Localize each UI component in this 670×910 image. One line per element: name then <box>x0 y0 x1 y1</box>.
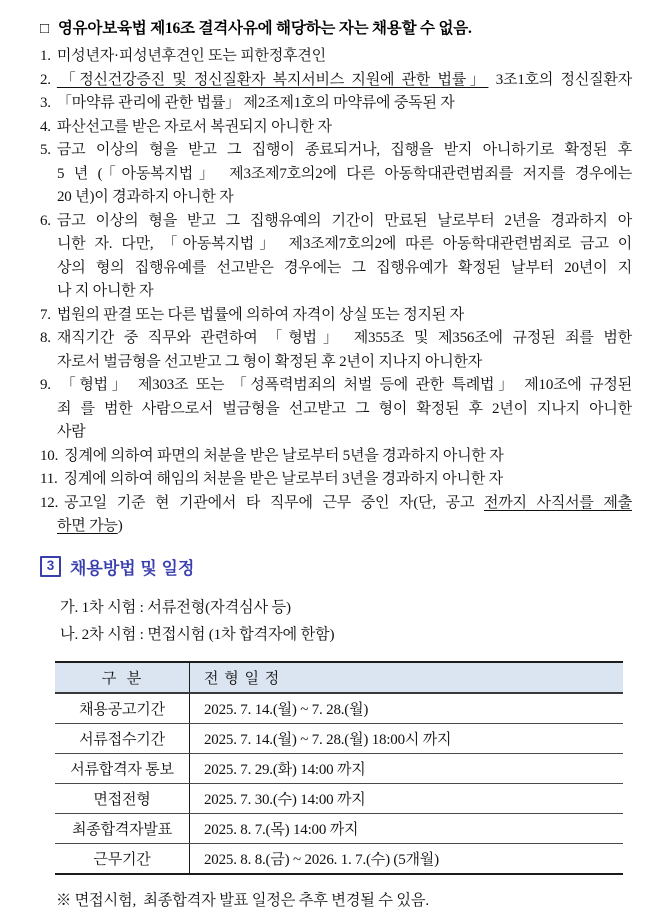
table-row <box>55 723 623 753</box>
underlined-text: 전까지 사직서를 제출 <box>483 494 632 511</box>
exam-method-second: 나. 2차 시험 : 면접시험 (1차 합격자에 한함) <box>60 626 335 643</box>
text-segment: 금고 이상의 형을 받고 그 집행유예의 기간이 만료된 날로부터 2년을 경과하지 아 <box>56 212 632 229</box>
schedule-table <box>55 661 623 875</box>
checkbox-icon: □ <box>40 21 49 37</box>
disqualification-item-line <box>40 492 632 516</box>
disqualification-item-line <box>40 163 632 187</box>
row-label-cell: 면접전형 <box>55 783 190 813</box>
disqualification-list <box>40 45 632 539</box>
disqualification-section <box>40 16 632 539</box>
disqualification-item-line <box>40 304 632 328</box>
text-segment: 재직기간 중 직무와 관련하여 「형법」 제355조 및 제356조에 규정된 죄를 범한 <box>56 330 632 346</box>
disqualification-item-line <box>40 139 632 163</box>
row-value-cell: 2025. 7. 29.(화) 14:00 까지 <box>190 753 624 783</box>
row-label-cell: 서류접수기간 <box>55 723 190 753</box>
disqualification-item-line <box>40 398 632 422</box>
row-value-cell: 2025. 8. 8.(금) ~ 2026. 1. 7.(수) (5개월) <box>190 843 624 874</box>
text-segment: 3조1호의 정신질환자 <box>488 71 632 88</box>
text-segment: 미성년자·피성년후견인 또는 피한정후견인 <box>56 48 326 64</box>
disqualification-item-line <box>40 116 632 140</box>
text-segment: 금고 이상의 형을 받고 그 집행이 종료되거나, 집행을 받지 아니하기로 확정된 후 <box>56 142 632 158</box>
item-number: 6. <box>40 212 51 229</box>
schedule-heading <box>40 554 632 579</box>
section-number-box: 3 <box>40 556 61 577</box>
schedule-section <box>40 554 632 910</box>
text-segment: 자로서 벌금형을 선고받고 그 형이 확정된 후 2년이 지나지 아니한자 <box>57 353 483 370</box>
disqualification-item-line <box>40 257 632 281</box>
text-segment: 파산선고를 받은 자로서 복권되지 아니한 자 <box>56 118 332 135</box>
exam-methods <box>40 594 632 649</box>
text-segment: 상의 형의 집행유예를 선고받은 경우에는 그 집행유예가 확정된 날부터 20년이 지 <box>57 259 632 276</box>
table-row <box>55 843 623 874</box>
text-segment: 나 지 아니한 자 <box>57 283 154 299</box>
text-segment: 법원의 판결 또는 다른 법률에 의하여 자격이 상실 또는 정지된 자 <box>56 306 464 323</box>
schedule-note: ※ 면접시험, 최종합격자 발표 일정은 추후 변경될 수 있음. <box>56 891 429 909</box>
item-number: 10. <box>40 447 59 464</box>
item-number: 3. <box>40 95 51 111</box>
text-segment: 죄 를 범한 사람으로서 벌금형을 선고받고 그 형이 확정된 후 2년이 지나지 아니한 <box>57 400 632 417</box>
item-number: 11. <box>40 471 58 487</box>
underlined-text: 「정신건강증진 및 정신질환자 복지서비스 지원에 관한 법률」 <box>56 71 489 88</box>
text-segment: 「마약류 관리에 관한 법률」 제2조제1호의 마약류에 중독된 자 <box>56 95 455 111</box>
disqualification-item-line <box>40 468 632 492</box>
disqualification-title: 영유아보육법 제16조 결격사유에 해당하는 자는 채용할 수 없음. <box>57 20 472 37</box>
disqualification-item-line <box>40 280 632 304</box>
table-row <box>55 693 623 724</box>
row-value-cell: 2025. 7. 14.(월) ~ 7. 28.(월) 18:00시 까지 <box>190 723 624 753</box>
disqualification-item-line <box>40 186 632 210</box>
disqualification-item-line <box>40 233 632 257</box>
exam-method-first: 가. 1차 시험 : 서류전형(자격심사 등) <box>60 598 291 616</box>
item-number: 9. <box>40 377 51 393</box>
item-number: 8. <box>40 330 51 346</box>
row-label-cell: 채용공고기간 <box>55 693 190 724</box>
item-number: 12. <box>40 494 59 511</box>
text-segment: 징계에 의하여 파면의 처분을 받은 날로부터 5년을 경과하지 아니한 자 <box>64 447 504 464</box>
text-segment: 징계에 의하여 해임의 처분을 받은 날로부터 3년을 경과하지 아니한 자 <box>63 471 503 487</box>
item-number: 7. <box>40 306 51 323</box>
item-number: 2. <box>40 71 51 88</box>
disqualification-item-line <box>40 92 632 116</box>
disqualification-item-line <box>40 351 632 375</box>
column-header-schedule: 전 형 일 정 <box>190 662 624 693</box>
text-segment: 사람 <box>57 424 86 440</box>
row-value-cell: 2025. 7. 30.(수) 14:00 까지 <box>190 783 624 813</box>
disqualification-item-line <box>40 69 632 93</box>
item-number: 1. <box>40 48 51 64</box>
schedule-table-header-row <box>55 662 623 693</box>
disqualification-item-line <box>40 421 632 445</box>
item-number: 4. <box>40 118 51 135</box>
text-segment: 공고일 기준 현 기관에서 타 직무에 근무 중인 자(단, 공고 <box>64 494 484 511</box>
disqualification-item-line <box>40 445 632 469</box>
row-value-cell: 2025. 7. 14.(월) ~ 7. 28.(월) <box>190 693 624 724</box>
disqualification-item-line <box>40 327 632 351</box>
item-number: 5. <box>40 142 51 158</box>
row-value-cell: 2025. 8. 7.(목) 14:00 까지 <box>190 813 624 843</box>
text-segment: 니한 자. 다만, 「아동복지법」 제3조제7호의2에 따른 아동학대관련범죄로 금고 이 <box>57 236 632 252</box>
disqualification-header <box>40 16 632 42</box>
underlined-text: 하면 가능 <box>57 518 118 534</box>
row-label-cell: 서류합격자 통보 <box>55 753 190 783</box>
text-segment: 20 년)이 경과하지 아니한 자 <box>57 189 234 205</box>
text-segment: 「형법」 제303조 또는 「성폭력범죄의 처벌 등에 관한 특례법」 제10조에 규정된 <box>56 377 632 393</box>
disqualification-item-line <box>40 515 632 539</box>
table-row <box>55 753 623 783</box>
disqualification-item-line <box>40 45 632 69</box>
schedule-heading-title: 채용방법 및 일정 <box>70 558 195 578</box>
disqualification-item-line <box>40 374 632 398</box>
text-segment: 5 년 (「아동복지법」 제3조제7호의2에 다른 아동학대관련범죄를 저지를 경우에는 <box>57 165 632 182</box>
row-label-cell: 근무기간 <box>55 843 190 874</box>
disqualification-item-line <box>40 210 632 234</box>
table-row <box>55 813 623 843</box>
row-label-cell: 최종합격자발표 <box>55 813 190 843</box>
table-row <box>55 783 623 813</box>
text-segment: ) <box>117 518 123 534</box>
column-header-category: 구 분 <box>55 662 190 693</box>
